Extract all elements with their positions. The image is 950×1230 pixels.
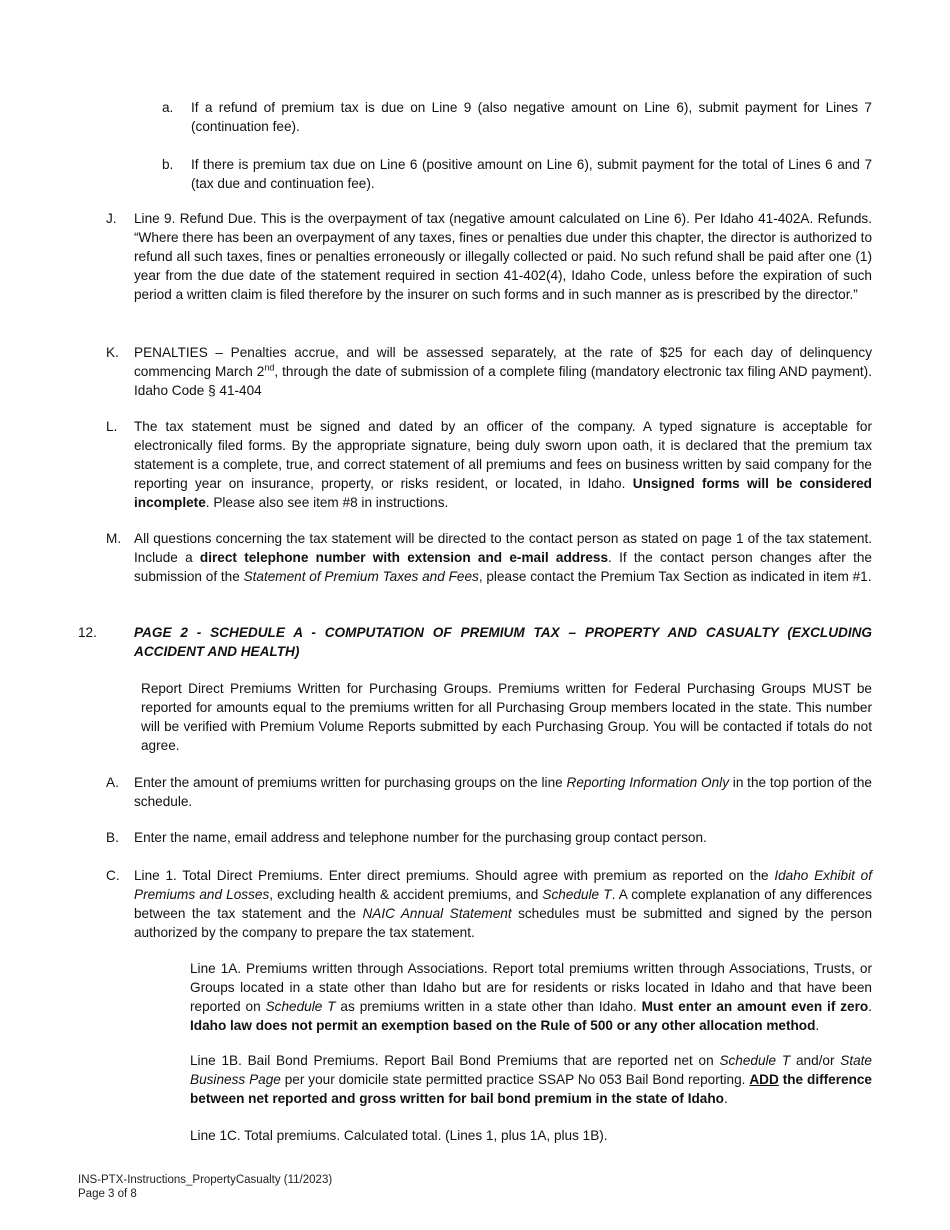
item-12a-text: Enter the amount of premiums written for purchasing groups on the line Reporting Information Only in the top portion of the schedule. (134, 775, 872, 809)
item-j-text: Line 9. Refund Due. This is the overpayment of tax (negative amount calculated on Line 6). Per Idaho 41-402A. Refunds. “Where there has been an overpayment of any taxes, fines or penalties due under this chapter, the director is authorized to refund all such taxes, fines or penalties erroneously or illegally collected or paid. No such refund shall be paid after one (1) year from the due date of the statement required in section 41-402(4), Idaho Code, unless before the expiration of such period a written claim is filed therefore by the insurer on such forms and in such manner as is prescribed by the director.” (134, 211, 872, 302)
item-k-label: K. (106, 345, 119, 360)
item-m-label: M. (106, 531, 122, 546)
section-12-heading: PAGE 2 - SCHEDULE A - COMPUTATION OF PREMIUM TAX – PROPERTY AND CASUALTY (EXCLUDING ACCIDENT AND HEALTH) (134, 625, 872, 659)
item-12b-text: Enter the name, email address and telephone number for the purchasing group contact person. (134, 830, 707, 845)
section-12-number: 12. (78, 625, 97, 640)
item-b-label: b. (162, 157, 174, 172)
item-12a-label: A. (106, 775, 119, 790)
item-a-label: a. (162, 100, 174, 115)
line-1b-text: Line 1B. Bail Bond Premiums. Report Bail Bond Premiums that are reported net on Schedule T and/or State Business Page per your domicile state permitted practice SSAP No 053 Bail Bond reporting. ADD the difference between net reported and gross written for bail bond premium in the state of Idaho. (190, 1053, 872, 1106)
item-b-text: If there is premium tax due on Line 6 (positive amount on Line 6), submit payment for the total of Lines 6 and 7 (tax due and continuation fee). (191, 157, 872, 191)
item-a-text: If a refund of premium tax is due on Line 9 (also negative amount on Line 6), submit payment for Lines 7 (continuation fee). (191, 100, 872, 134)
footer-page-number: Page 3 of 8 (78, 1188, 137, 1200)
footer-form-id: INS-PTX-Instructions_PropertyCasualty (11/2023) (78, 1174, 333, 1186)
item-l-text: The tax statement must be signed and dated by an officer of the company. A typed signature is acceptable for electronically filed forms. By the appropriate signature, being duly sworn upon oath, it is declared that the premium tax statement is a complete, true, and correct statement of all premiums and fees on business written by said company for the reporting year on insurance, property, or risks resident, or located, in Idaho. Unsigned forms will be considered incomplete. Please also see item #8 in instructions. (134, 419, 872, 510)
item-m-text: All questions concerning the tax statement will be directed to the contact person as stated on page 1 of the tax statement. Include a direct telephone number with extension and e-mail address. If the contact person changes after the submission of the Statement of Premium Taxes and Fees, please contact the Premium Tax Section as indicated in item #1. (134, 531, 872, 584)
item-k-text: PENALTIES – Penalties accrue, and will be assessed separately, at the rate of $25 for each day of delinquency commencing March 2nd, through the date of submission of a complete filing (mandatory electronic tax filing AND payment). Idaho Code § 41-404 (134, 345, 872, 398)
section-12-intro: Report Direct Premiums Written for Purchasing Groups. Premiums written for Federal Purchasing Groups MUST be reported for amounts equal to the premiums written for all Purchasing Group members located in the state. This number will be verified with Premium Volume Reports submitted by each Purchasing Group. You will be contacted if totals do not agree. (141, 681, 872, 753)
item-l-label: L. (106, 419, 118, 434)
item-12c-text: Line 1. Total Direct Premiums. Enter direct premiums. Should agree with premium as reported on the Idaho Exhibit of Premiums and Losses, excluding health & accident premiums, and Schedule T. A complete explanation of any differences between the tax statement and the NAIC Annual Statement schedules must be submitted and signed by the person authorized by the company to prepare the tax statement. (134, 868, 873, 940)
item-j-label: J. (106, 211, 117, 226)
item-12c-label: C. (106, 868, 120, 883)
line-1a-text: Line 1A. Premiums written through Associations. Report total premiums written through Associations, Trusts, or Groups located in a state other than Idaho but are for residents or risks located in Idaho and that have been reported on Schedule T as premiums written in a state other than Idaho. Must enter an amount even if zero. Idaho law does not permit an exemption based on the Rule of 500 or any other allocation method. (190, 961, 872, 1033)
line-1c-text: Line 1C. Total premiums. Calculated total. (Lines 1, plus 1A, plus 1B). (190, 1128, 608, 1143)
item-12b-label: B. (106, 830, 119, 845)
